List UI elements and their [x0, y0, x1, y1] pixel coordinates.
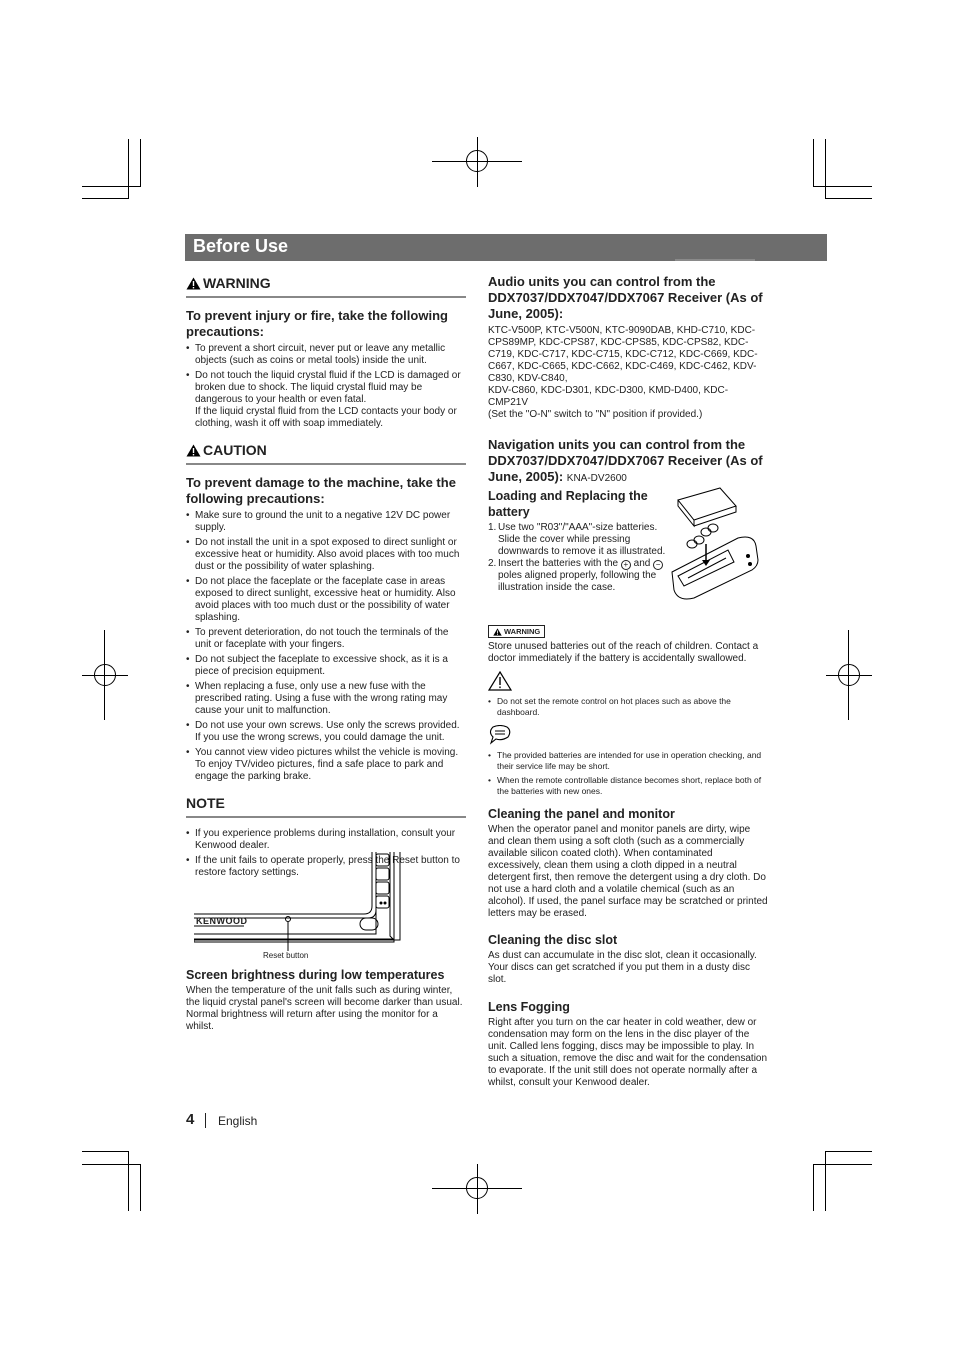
list-item: • Make sure to ground the unit to a negative 12V DC power supply. — [186, 510, 466, 534]
warning-list — [186, 343, 466, 430]
list-item: • If the unit fails to operate properly, press the Reset button to restore factory settings. — [186, 855, 466, 879]
cleaning-disc-section — [488, 932, 768, 986]
caution-list — [186, 510, 466, 783]
warning-triangle-icon — [186, 277, 201, 290]
brightness-heading: Screen brightness during low temperatures — [186, 968, 445, 982]
list-item: • Do not set the remote control on hot places such as above the dashboard. — [488, 696, 768, 718]
lens-section — [488, 999, 768, 1089]
lens-text: Right after you turn on the car heater in cold weather, dew or condensation may form on the lens in the disc player of the unit. Called lens fogging, discs may be impossible to play. In such a situation, remove the disc and wait for the condensation to evaporate. If the unit still does not operate normally after a whilst, consult your Kenwood dealer. — [488, 1017, 768, 1088]
navigation-model: KNA-DV2600 — [566, 473, 627, 484]
minus-pole-icon: − — [653, 560, 663, 570]
caution-subheading: To prevent damage to the machine, take the following precautions: — [186, 475, 456, 506]
unit-illustration — [194, 852, 404, 964]
list-item: • The provided batteries are intended for use in operation checking, and their service life may be short. — [488, 750, 768, 772]
list-item: • When replacing a fuse, only use a new fuse with the prescribed rating. Using a fuse with the wrong rating may cause your unit to malfunction. — [186, 681, 466, 717]
page-language: English — [218, 1114, 258, 1128]
list-item: • If you experience problems during installation, consult your Kenwood dealer. — [186, 828, 466, 852]
cleaning-panel-heading: Cleaning the panel and monitor — [488, 807, 675, 821]
warning-subheading: To prevent injury or fire, take the following precautions: — [186, 308, 448, 339]
battery-steps — [488, 522, 666, 594]
battery-warning-section — [488, 625, 768, 800]
brightness-section — [186, 967, 466, 1033]
caution-outline-icon — [488, 671, 512, 691]
caution-heading: CAUTION — [186, 442, 466, 465]
warning-heading: WARNING — [186, 275, 466, 298]
list-item: • Do not place the faceplate or the faceplate case in areas exposed to direct sunlight, excessive heat or humidity. Also avoid places with too much dust or the possibility of water splashing. — [186, 576, 466, 624]
page-title: Before Use — [193, 236, 289, 256]
registration-mark-right — [826, 630, 872, 720]
remote-drawing — [668, 486, 762, 602]
caution-triangle-icon — [186, 444, 201, 457]
right-column-top — [488, 274, 768, 490]
page-number: 4 — [186, 1111, 195, 1128]
left-column — [186, 275, 466, 882]
list-item: • Do not install the unit in a spot exposed to direct sunlight or excessive heat or humidity. Also avoid places with too much dust or the possibility of water splashing. — [186, 537, 466, 573]
info-note-list — [488, 750, 768, 797]
list-item: • Do not use your own screws. Use only the screws provided. If you use the wrong screws, you could damage the unit. — [186, 720, 466, 744]
unit-drawing — [194, 852, 404, 964]
list-item: • Do not subject the faceplate to excessive shock, as it is a piece of precision equipment. — [186, 654, 466, 678]
note-icon — [488, 725, 512, 745]
audio-units-heading: Audio units you can control from the DDX7037/DDX7047/DDX7067 Receiver (As of June, 2005): — [488, 274, 763, 321]
battery-section — [488, 488, 666, 594]
warning-triangle-icon — [493, 628, 502, 636]
remote-battery-illustration — [668, 486, 762, 602]
registration-mark-top — [432, 137, 522, 187]
list-item: 1. Use two "R03"/"AAA"-size batteries. Slide the cover while pressing downwards to remove it as illustrated. — [488, 522, 666, 557]
title-bar-tab — [675, 259, 755, 261]
note-heading: NOTE — [186, 795, 466, 818]
plus-pole-icon: + — [621, 560, 631, 570]
brightness-text: When the temperature of the unit falls such as during winter, the liquid crystal panel's screen will become darker than usual. Normal brightness will return after using the monitor for a whilst. — [186, 985, 463, 1032]
list-item: • When the remote controllable distance becomes short, replace both of the batteries with new ones. — [488, 775, 768, 797]
cleaning-disc-heading: Cleaning the disc slot — [488, 933, 618, 947]
list-item: • To prevent deterioration, do not touch the terminals of the unit or faceplate with your fingers. — [186, 627, 466, 651]
battery-warning-text: Store unused batteries out of the reach of children. Contact a doctor immediately if the battery is accidentally swallowed. — [488, 641, 759, 664]
cleaning-panel-section — [488, 806, 768, 920]
list-item: • You cannot view video pictures whilst the vehicle is moving. To enjoy TV/video pictures, find a safe place to park and engage the parking brake. — [186, 747, 466, 783]
list-item: • To prevent a short circuit, never put or leave any metallic objects (such as coins or metal tools) inside the unit. — [186, 343, 466, 367]
list-item: 2. Insert the batteries with the + and − poles aligned properly, following the illustration inside the case. — [488, 558, 666, 594]
reset-button-label: Reset button — [263, 951, 309, 960]
warning-badge: WARNING — [488, 625, 545, 638]
page-separator — [205, 1113, 206, 1128]
caution-note-list — [488, 696, 768, 718]
cleaning-panel-text: When the operator panel and monitor panels are dirty, wipe and clean them using a soft cloth (such as a commercially available silicon coated cloth). When contaminated excessively, clean them using a cloth dipped in a neutral detergent first, then remove the detergent using a dry cloth. Do not use a hard cloth and a volatile chemical (such as an alcohol). If used, the panel surface may be scratched or printed letters may be erased. — [488, 824, 768, 919]
registration-mark-bottom — [432, 1164, 522, 1214]
title-bar — [185, 234, 827, 261]
registration-mark-left — [82, 630, 128, 720]
list-item: • Do not touch the liquid crystal fluid if the LCD is damaged or broken due to shock. The liquid crystal fluid may be dangerous to your health or even fatal. If the liquid crystal fluid from the LCD contacts your body or clothing, wash it off with soap immediately. — [186, 370, 466, 430]
audio-units-list: KTC-V500P, KTC-V500N, KTC-9090DAB, KHD-C710, KDC-CPS89MP, KDC-CPS87, KDC-CPS85, KDC-CPS82, KDC-C719, KDC-C717, KDC-C715, KDC-C712, KDC-C669, KDC-C667, KDC-C665, KDC-C662, KDC-C469, KDC-C462, KDV-C830, KDV-C840, KDV-C860, KDC-D301, KDC-D300, KMD-D400, KDC-CMP21V (Set the "O-N" switch to "N" position if provided.) — [488, 325, 758, 420]
brand-logo: KENWOOD — [196, 916, 248, 926]
lens-heading: Lens Fogging — [488, 1000, 570, 1014]
navigation-units-heading: Navigation units you can control from the DDX7037/DDX7047/DDX7067 Receiver (As of June, 2005): KNA-DV2600 — [488, 437, 763, 484]
cleaning-disc-text: As dust can accumulate in the disc slot, clean it occasionally. Your discs can get scratched if you put them in a dusty disc slot. — [488, 950, 757, 985]
battery-heading: Loading and Replacing the battery — [488, 489, 648, 519]
